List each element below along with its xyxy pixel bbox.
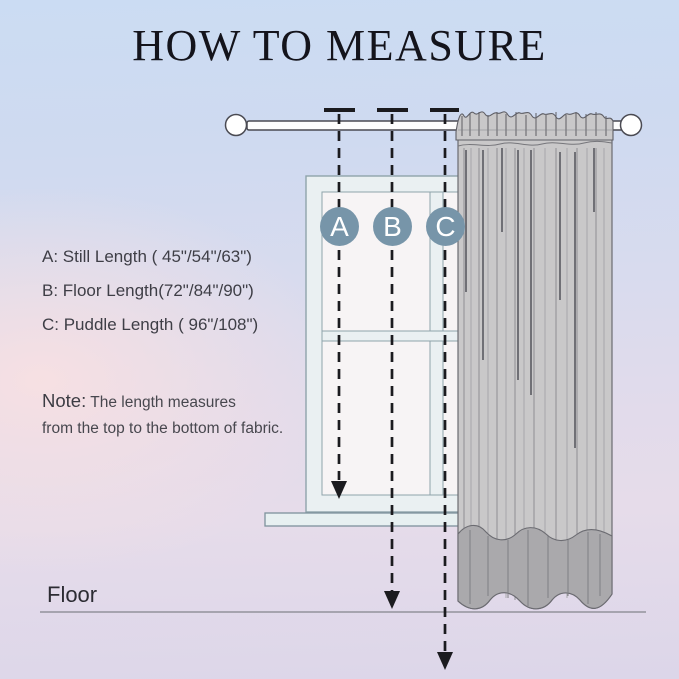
note-label: Note: (42, 390, 87, 411)
badge-c: C (426, 207, 465, 246)
page-title: HOW TO MEASURE (132, 21, 547, 70)
badge-b: B (373, 207, 412, 246)
curtain-panel (456, 112, 613, 609)
legend-item-still-length: A: Still Length ( 45"/54"/63") (42, 247, 252, 266)
rod-finial-left (226, 115, 247, 136)
arrow-c (437, 652, 453, 670)
badge-a: A (320, 207, 359, 246)
floor-label: Floor (47, 582, 98, 607)
curtain-bottom-band (458, 525, 612, 608)
rod-finial-right (621, 115, 642, 136)
note-text-line1: The length measures (90, 394, 236, 411)
legend-item-puddle-length: C: Puddle Length ( 96"/108") (42, 315, 259, 334)
note-block (42, 388, 283, 442)
arrow-b (384, 591, 400, 609)
curtain-ruffle (456, 112, 613, 140)
note-text-line2: from the top to the bottom of fabric. (42, 420, 284, 437)
length-legend (42, 245, 258, 347)
legend-item-floor-length: B: Floor Length(72"/84"/90") (42, 281, 254, 300)
